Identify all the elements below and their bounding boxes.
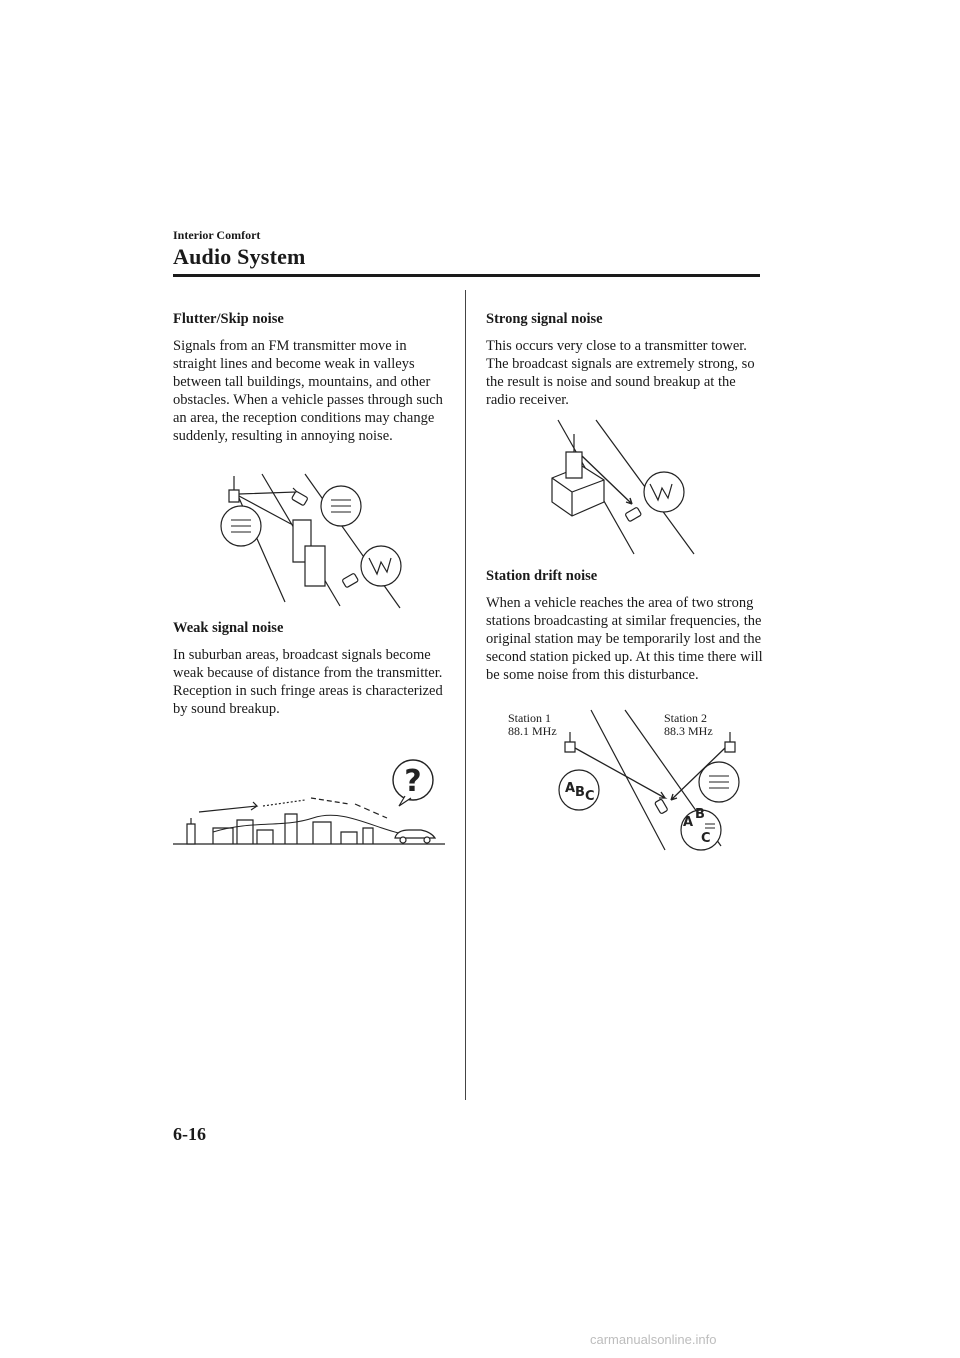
column-divider [465, 290, 466, 1100]
watermark: carmanualsonline.info [590, 1332, 717, 1347]
bubble-letter-b: B [575, 785, 585, 800]
station-drift-text: When a vehicle reaches the area of two strong stations broadcasting at similar frequencies, the original station may be temporarily lost and the second station picked up. At this time there will be some noise from this disturbance. [486, 595, 763, 683]
strong-signal-text: This occurs very close to a transmitter tower. The broadcast signals are extremely strong, so the result is noise and sound breakup at the radio receiver. [486, 338, 755, 408]
flutter-noise-illustration [205, 468, 445, 616]
station2-frequency: 88.3 MHz [664, 724, 713, 738]
bubble-letter-a: A [565, 781, 576, 796]
section-label: Interior Comfort [173, 228, 261, 242]
page-number: 6-16 [173, 1124, 206, 1144]
station-drift-illustration [555, 706, 745, 854]
flutter-noise-heading: Flutter/Skip noise [173, 311, 284, 327]
mixed-letter-a: A [683, 815, 694, 830]
question-mark-symbol: ? [404, 764, 422, 799]
weak-signal-illustration [173, 758, 445, 848]
station1-name: Station 1 [508, 711, 552, 725]
weak-signal-text: In suburban areas, broadcast signals become weak because of distance from the transmitter. Reception in such fringe areas is characterized by sound breakup. [173, 647, 443, 717]
bubble-letter-c: C [585, 789, 595, 804]
weak-signal-heading: Weak signal noise [173, 620, 284, 636]
station2-name: Station 2 [664, 711, 708, 725]
mixed-letter-c: C [701, 831, 711, 846]
station1-label [508, 712, 557, 738]
mixed-letter-b: B [695, 807, 705, 822]
strong-signal-heading: Strong signal noise [486, 311, 603, 327]
strong-signal-illustration [548, 418, 698, 558]
station1-frequency: 88.1 MHz [508, 724, 557, 738]
title-rule [173, 274, 760, 277]
page-title: Audio System [173, 244, 306, 269]
flutter-noise-text: Signals from an FM transmitter move in straight lines and become weak in valleys between tall buildings, mountains, and other obstacles. When a vehicle passes through such an area, the reception conditions may change suddenly, resulting in annoying noise. [173, 338, 443, 444]
station-drift-heading: Station drift noise [486, 568, 598, 584]
